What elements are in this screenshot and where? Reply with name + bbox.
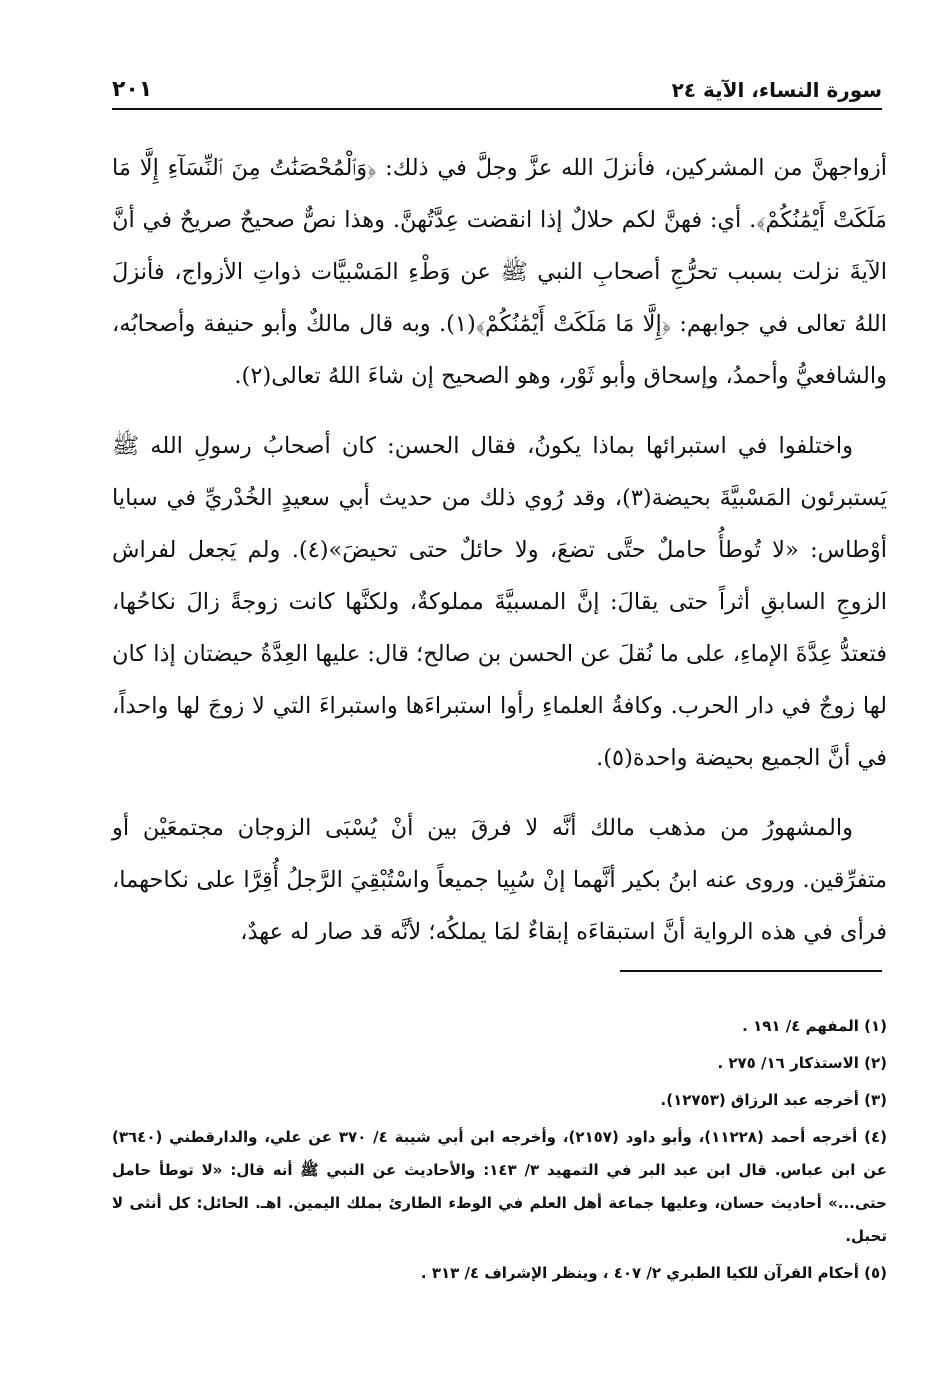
running-title: سورة النساء، الآية ٢٤: [671, 78, 882, 102]
page-number: ٢٠١: [112, 77, 153, 102]
page-header: [112, 70, 882, 110]
footnote: (٥) أحكام القرآن للكيا الطبري ٢/ ٤٠٧ ، وينظر الإشراف ٤/ ٣١٣ .: [420, 1264, 887, 1282]
paragraph: واختلفوا في استبرائها بماذا يكونُ، فقال الحسن: كان أصحابُ رسولِ الله ﷺ يَستبرئون المَسْبيَّةَ بحيضة(٣)، وقد رُوي ذلك من حديث أبي سعيدٍ الخُدْريِّ في سبايا أوْطاس: «لا تُوطأُ حاملٌ حتَّى تضعَ، ولا حائلٌ حتى تحيضَ»(٤). ولم يَجعل لفراش الزوجِ السابقِ أثراً حتى يقالَ: إنَّ المسبيَّةَ مملوكةٌ، ولكنَّها كانت زوجةً زالَ نكاحُها، فتعتدُّ عِدَّةَ الإماءِ، على ما نُقلَ عن الحسن بن صالح؛ قال: عليها العِدَّةُ حيضتان إذا كان لها زوجٌ في دار الحرب. وكافةُ العلماءِ رأوا استبراءَها واستبراءَ التي لا زوجَ لها واحداً، في أنَّ الجميع بحيضة واحدة(٥).: [112, 433, 887, 771]
footnotes: [112, 1010, 887, 1294]
footnote-separator: [620, 970, 882, 972]
footnote: (١) المفهم ٤/ ١٩١ .: [742, 1017, 887, 1035]
footnote: (٤) أخرجه أحمد (١١٢٢٨)، وأبو داود (٢١٥٧)، وأخرجه ابن أبي شيبة ٤/ ٣٧٠ عن علي، والدارقطني (٣٦٤٠) عن ابن عباس. قال ابن عبد البر في التمهيد ٣/ ١٤٣: والأحاديث عن النبي ﷺ أنه قال: «لا توطأ حامل حتى...» أحاديث حسان، وعليها جماعة أهل العلم في الوطء الطارئ بملك اليمين. اهـ. الحائل: كل أنثى لا تحبل.: [112, 1128, 887, 1245]
paragraph: والمشهورُ من مذهب مالك أنَّه لا فرقَ بين أنْ يُسْبَى الزوجان مجتمعَيْن أو متفرِّقين. وروى عنه ابنُ بكير أنَّهما إنْ سُبِيا جميعاً واسْتُبْقِيَ الرَّجلُ أُقِرَّا على نكاحهما، فرأى في هذه الرواية أنَّ استبقاءَه إبقاءٌ لمَا يملكُه؛ لأنَّه قد صار له عهدٌ،: [112, 815, 887, 945]
paragraph: أزواجهنَّ من المشركين، فأنزلَ الله عزَّ وجلَّ في ذلك: ﴿وَٱلْمُحْصَنَٰتُ مِنَ ٱلنِّسَآءِ إِلَّا مَا مَلَكَتْ أَيْمَٰنُكُمْ﴾. أي: فهنَّ لكم حلالٌ إذا انقضت عِدَّتُهنَّ. وهذا نصٌّ صحيحٌ صريحٌ في أنَّ الآيةَ نزلت بسبب تحرُّجِ أصحابِ النبي ﷺ عن وَطْءِ المَسْبيَّات ذواتِ الأزواج، فأنزلَ اللهُ تعالى في جوابهم: ﴿إِلَّا مَا مَلَكَتْ أَيْمَٰنُكُمْ﴾(١). وبه قال مالكٌ وأبو حنيفة وأصحابُه، والشافعيُّ وأحمدُ، وإسحاق وأبو ثَوْر، وهو الصحيح إن شاءَ اللهُ تعالى(٢).: [112, 155, 888, 389]
footnote: (٢) الاستذكار ١٦/ ٢٧٥ .: [717, 1054, 887, 1072]
main-text: [112, 142, 887, 976]
footnote: (٣) أخرجه عبد الرزاق (١٢٧٥٣).: [660, 1091, 887, 1109]
